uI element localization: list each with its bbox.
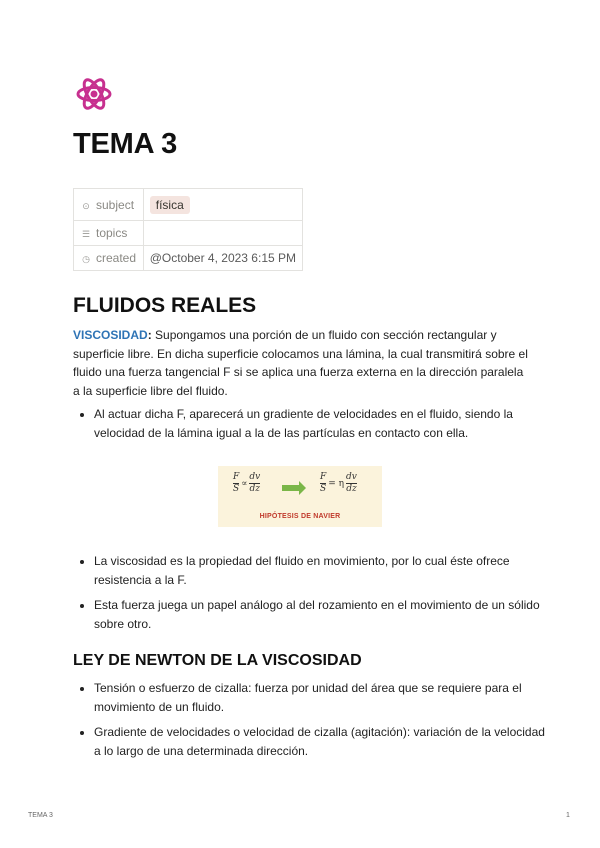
arrow-right-icon [282, 485, 300, 491]
formula-left: $\frac{F}{S}$ ∝ $\frac{dv}{dz}$ [233, 472, 261, 494]
property-value-subject-cell[interactable] [143, 189, 302, 221]
property-row-subject [74, 189, 303, 221]
property-value-created: @October 4, 2023 6:15 PM [143, 246, 302, 271]
bullet-list-c [73, 679, 554, 767]
subject-tag[interactable]: física [150, 196, 190, 214]
list-icon: ☰ [81, 229, 91, 239]
formula-caption: HIPÓTESIS DE NAVIER [259, 513, 341, 520]
page-number: 1 [566, 812, 570, 819]
section-heading-ley-newton: LEY DE NEWTON DE LA VISCOSIDAD [73, 652, 362, 669]
properties-table [73, 188, 303, 271]
property-value-topics[interactable] [143, 221, 302, 246]
list-item: • Gradiente de velocidades o velocidad de cizalla (agitación): variación de la velocidad a lo largo de una determinada dirección. [94, 723, 554, 760]
property-row-topics [74, 221, 303, 246]
formula-right: $\frac{F}{S}$ = η $\frac{dv}{dz}$ [320, 472, 357, 494]
select-icon: ⊙ [82, 200, 90, 211]
footer-title: TEMA 3 [28, 812, 53, 819]
intro-text: Supongamos una porción de un fluido con sección rectangular y superficie libre. En dicha superficie colocamos una lámina, la cual transmitirá sobre el fluido una fuerza tangencial F si se aplica una fuerza externa en la dirección paralela a la superficie libre del fluido. [73, 328, 528, 398]
list-item: • Tensión o esfuerzo de cizalla: fuerza por unidad del área que se requiere para el movimiento de un fluido. [94, 679, 554, 716]
page-title: TEMA 3 [73, 128, 178, 160]
viscosidad-term: VISCOSIDAD [73, 328, 148, 342]
navier-formula-image [218, 466, 382, 527]
list-item: • Esta fuerza juega un papel análogo al del rozamiento en el movimiento de un sólido sobre otro. [94, 596, 554, 633]
bullet-list-b [73, 552, 554, 640]
section-heading-fluidos-reales: FLUIDOS REALES [73, 294, 257, 317]
intro-paragraph [73, 326, 528, 400]
bullet-list-a [73, 405, 554, 449]
list-item: • La viscosidad es la propiedad del fluido en movimiento, por lo cual éste ofrece resistencia a la F. [94, 552, 554, 589]
property-key-subject: subject [96, 197, 135, 212]
clock-icon: ◷ [82, 254, 90, 264]
property-key-topics: topics [96, 226, 128, 240]
term-colon: : [147, 328, 152, 342]
list-item: • Al actuar dicha F, aparecerá un gradiente de velocidades en el fluido, siendo la velocidad de la lámina igual a la de las partículas en contacto con ella. [94, 405, 554, 442]
atom-icon [74, 74, 114, 114]
property-key-created: created [96, 251, 137, 265]
property-row-created [74, 246, 303, 271]
